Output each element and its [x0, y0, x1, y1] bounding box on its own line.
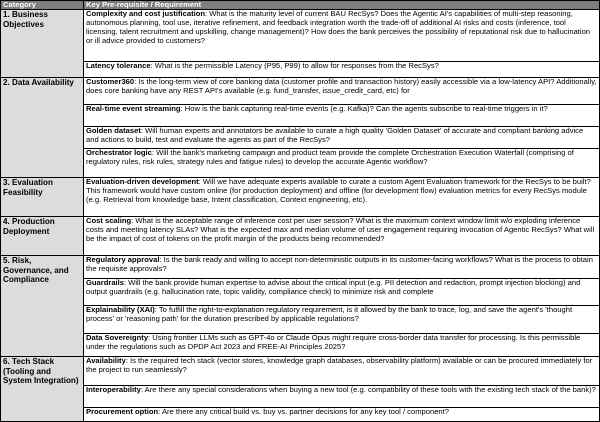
- requirement-cell: [84, 127, 600, 149]
- table-row: [1, 357, 600, 386]
- requirement-text: : To fulfill the right-to-explanation regulatory requirement, is it allowed by the bank to trace, log, and save the agent's 'thought process' or 'reasoning path' for the duration prescribed by applicable regulations?: [86, 305, 573, 323]
- table-row: [1, 62, 600, 78]
- requirement-title: Explainability (XAI): [86, 305, 155, 314]
- requirement-title: Complexity and cost justification: [86, 9, 205, 18]
- requirement-title: Interoperability: [86, 385, 141, 394]
- requirement-title: Latency tolerance: [86, 61, 151, 70]
- table-row: [1, 127, 600, 149]
- requirement-cell: [84, 334, 600, 357]
- header-requirement: Key Pre-requisite / Requirement: [84, 1, 600, 10]
- table-row: [1, 217, 600, 256]
- requirement-text: : Will we have adequate experts available to curate a custom Agent Evaluation framework for the RecSys to be built? This framework would have custom online (for production deployment) and offline (for development flow) evaluation metrics for every RecSys module (e.g. Retrieval from knowledge base, Intent classification, Context engineering, etc).: [86, 177, 591, 204]
- table-row: [1, 256, 600, 279]
- requirement-title: Data Sovereignty: [86, 333, 149, 342]
- requirement-cell: [84, 217, 600, 256]
- requirement-cell: [84, 408, 600, 422]
- table-row: [1, 279, 600, 306]
- requirement-text: : Are there any critical build vs. buy vs. partner decisions for any key tool / component?: [158, 407, 449, 416]
- category-cell: 5. Risk, Governance, and Compliance: [1, 256, 84, 357]
- requirement-title: Real-time event streaming: [86, 104, 181, 113]
- requirement-title: Cost scaling: [86, 216, 132, 225]
- category-cell: 6. Tech Stack (Tooling and System Integration): [1, 357, 84, 422]
- requirement-text: : Using frontier LLMs such as GPT-4o or Claude Opus might require cross-border data transfer for processing. Is this permissible under the regulations such as DPDP Act 2023 and FREE-AI Principles 2025?: [86, 333, 581, 351]
- requirement-title: Golden dataset: [86, 126, 141, 135]
- table-row: [1, 408, 600, 422]
- table-row: [1, 306, 600, 334]
- table-row: [1, 105, 600, 127]
- requirement-title: Regulatory approval: [86, 255, 160, 264]
- category-cell: 4. Production Deployment: [1, 217, 84, 256]
- requirement-cell: [84, 306, 600, 334]
- requirement-title: Availability: [86, 356, 126, 365]
- table-row: [1, 78, 600, 105]
- category-cell: 2. Data Availability: [1, 78, 84, 178]
- requirement-cell: [84, 149, 600, 178]
- requirement-text: : What is the maturity level of current BAU RecSys? Does the Agentic AI's capabilities of multi-step reasoning, autonomous planning, tool use, iterative refinement, and feedback integration worth the trade-off of additional AI risks and costs (inference, tool licensing, talent recruitment and upskilling, change management)? How does the bank perceives the possibility of reputational risk due to hallucination or ill advice provided to customers?: [86, 9, 591, 45]
- requirement-cell: [84, 178, 600, 217]
- requirement-text: : Will human experts and annotators be available to curate a high quality 'Golden Dataset' of accurate and compliant banking advice and actions to build, test and evaluate the agents as part of the RecSys?: [86, 126, 584, 144]
- requirement-text: : Is the bank ready and willing to accept non-deterministic outputs in its customer-facing workflows? What is the process to obtain the requisite approvals?: [86, 255, 593, 273]
- table-row: [1, 178, 600, 217]
- requirement-text: : What is the acceptable range of inference cost per user session? What is the maximum context window limit w/o exploding inference costs and meeting latency SLAs? What is the expected max and median volume of user engagement requiring invocation of Agentic RecSys? What will be the impact of cost of tokens on the profit margin of the products being recommended?: [86, 216, 595, 243]
- requirement-title: Orchestrator logic: [86, 148, 152, 157]
- requirement-cell: [84, 78, 600, 105]
- requirement-title: Procurement option: [86, 407, 159, 416]
- requirement-cell: [84, 357, 600, 386]
- table-header-row: [1, 1, 600, 10]
- requirement-text: : Is the long-term view of core banking data (customer profile and transaction history) easily accessible via a low-latency API? Additionally, does core banking have any REST API's available (e.g. fund_transfer, issue_credit_card, etc) for: [86, 77, 597, 95]
- requirement-cell: [84, 105, 600, 127]
- table-row: [1, 386, 600, 408]
- requirement-text: : Are there any special considerations when buying a new tool (e.g. compatibility of these tools with the existing tech stack of the bank)?: [140, 385, 596, 394]
- category-cell: 1. Business Objectives: [1, 10, 84, 78]
- requirement-title: Evaluation-driven development: [86, 177, 199, 186]
- table-row: [1, 10, 600, 62]
- requirement-text: : Will the bank provide human expertise to advise about the critical input (e.g. PII detection and redaction, prompt injection blocking) and output guardrails (e.g. hallucination rate, topic validity, compliance check) to minimize risk and complete: [86, 278, 581, 296]
- table-row: [1, 149, 600, 178]
- requirement-text: : What is the permissible Latency (P95, P99) to allow for responses from the RecSys?: [150, 61, 439, 70]
- table-row: [1, 334, 600, 357]
- requirement-cell: [84, 256, 600, 279]
- requirement-text: : Will the bank's marketing campaign and product team provide the complete Orchestration Execution Waterfall (comprising of regulatory rules, risk rules, strategy rules and fatigue rules) to develop the accurate Agentic workflow?: [86, 148, 574, 166]
- requirement-cell: [84, 279, 600, 306]
- header-category: Category: [1, 1, 84, 10]
- requirement-cell: [84, 62, 600, 78]
- requirement-title: Guardrails: [86, 278, 124, 287]
- requirement-text: : How is the bank capturing real-time events (e.g. Kafka)? Can the agents subscribe to real-time triggers in it?: [180, 104, 548, 113]
- category-cell: 3. Evaluation Feasibility: [1, 178, 84, 217]
- requirement-cell: [84, 10, 600, 62]
- requirement-title: Customer360: [86, 77, 135, 86]
- requirement-cell: [84, 386, 600, 408]
- requirement-text: : Is the required tech stack (vector stores, knowledge graph databases, observability platform) available or can be procured immediately for the project to run seamlessly?: [86, 356, 593, 374]
